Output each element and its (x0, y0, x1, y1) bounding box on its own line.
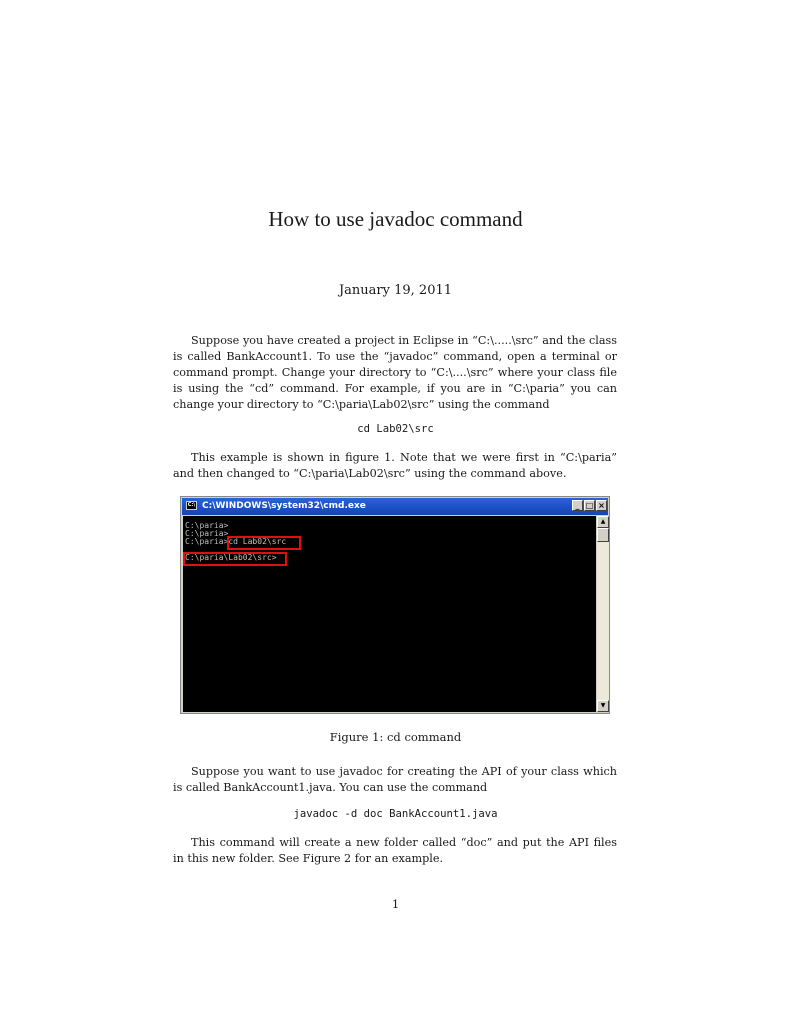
paragraph-1 (173, 333, 617, 413)
paragraph-2-text: This example is shown in figure 1. Note that we were first in “C:\paria” and then changed to “C:\paria\Lab02\src” using the command above. (173, 451, 617, 480)
cmd-titlebar (182, 498, 608, 515)
cmd-window-figure (180, 496, 610, 714)
cmd-window-title: C:\WINDOWS\system32\cmd.exe (202, 501, 366, 511)
scroll-thumb[interactable] (597, 528, 609, 542)
paragraph-3-text: Suppose you want to use javadoc for creating the API of your class which is called BankAccount1.java. You can use the command (173, 765, 617, 794)
document-date: January 19, 2011 (338, 283, 453, 298)
paragraph-4-text: This command will create a new folder called “doc” and put the API files in this new folder. See Figure 2 for an example. (173, 836, 617, 865)
scroll-up-arrow-icon[interactable]: ▲ (597, 516, 609, 528)
paragraph-2 (173, 450, 617, 482)
console-line: C:\paria> (185, 521, 229, 530)
code-javadoc-command: javadoc -d doc BankAccount1.java (293, 808, 498, 820)
page-number: 1 (391, 897, 400, 911)
minimize-button[interactable]: _ (572, 500, 583, 511)
code-cd-command: cd Lab02\src (357, 423, 434, 435)
cmd-scrollbar[interactable] (597, 516, 609, 712)
highlight-new-prompt (183, 552, 287, 566)
highlight-cd-command (227, 536, 301, 550)
paragraph-4 (173, 835, 617, 867)
cmd-console-screen[interactable] (183, 516, 596, 712)
maximize-button[interactable]: □ (585, 501, 594, 510)
scroll-down-arrow-icon[interactable]: ▼ (597, 700, 609, 712)
close-button[interactable]: × (596, 500, 607, 511)
paragraph-1-text: Suppose you have created a project in Eclipse in “C:\.....\src” and the class is called BankAccount1. To use the “javadoc” command, open a terminal or command prompt. Change your directory to “C:\....\src” where your class file is using the “cd” command. For example, if you are in “C:\paria” you can change your directory to “C:\paria\Lab02\src” using the command (173, 334, 617, 411)
console-line: C:\paria\Lab02\src> (185, 553, 277, 562)
figure-1-caption: Figure 1: cd command (329, 730, 462, 744)
cmd-app-icon: C:\ (187, 502, 196, 508)
console-line: C:\paria>cd Lab02\src (185, 537, 287, 546)
page-title: How to use javadoc command (268, 207, 523, 231)
paragraph-3 (173, 764, 617, 796)
console-line: C:\paria> (185, 529, 229, 538)
